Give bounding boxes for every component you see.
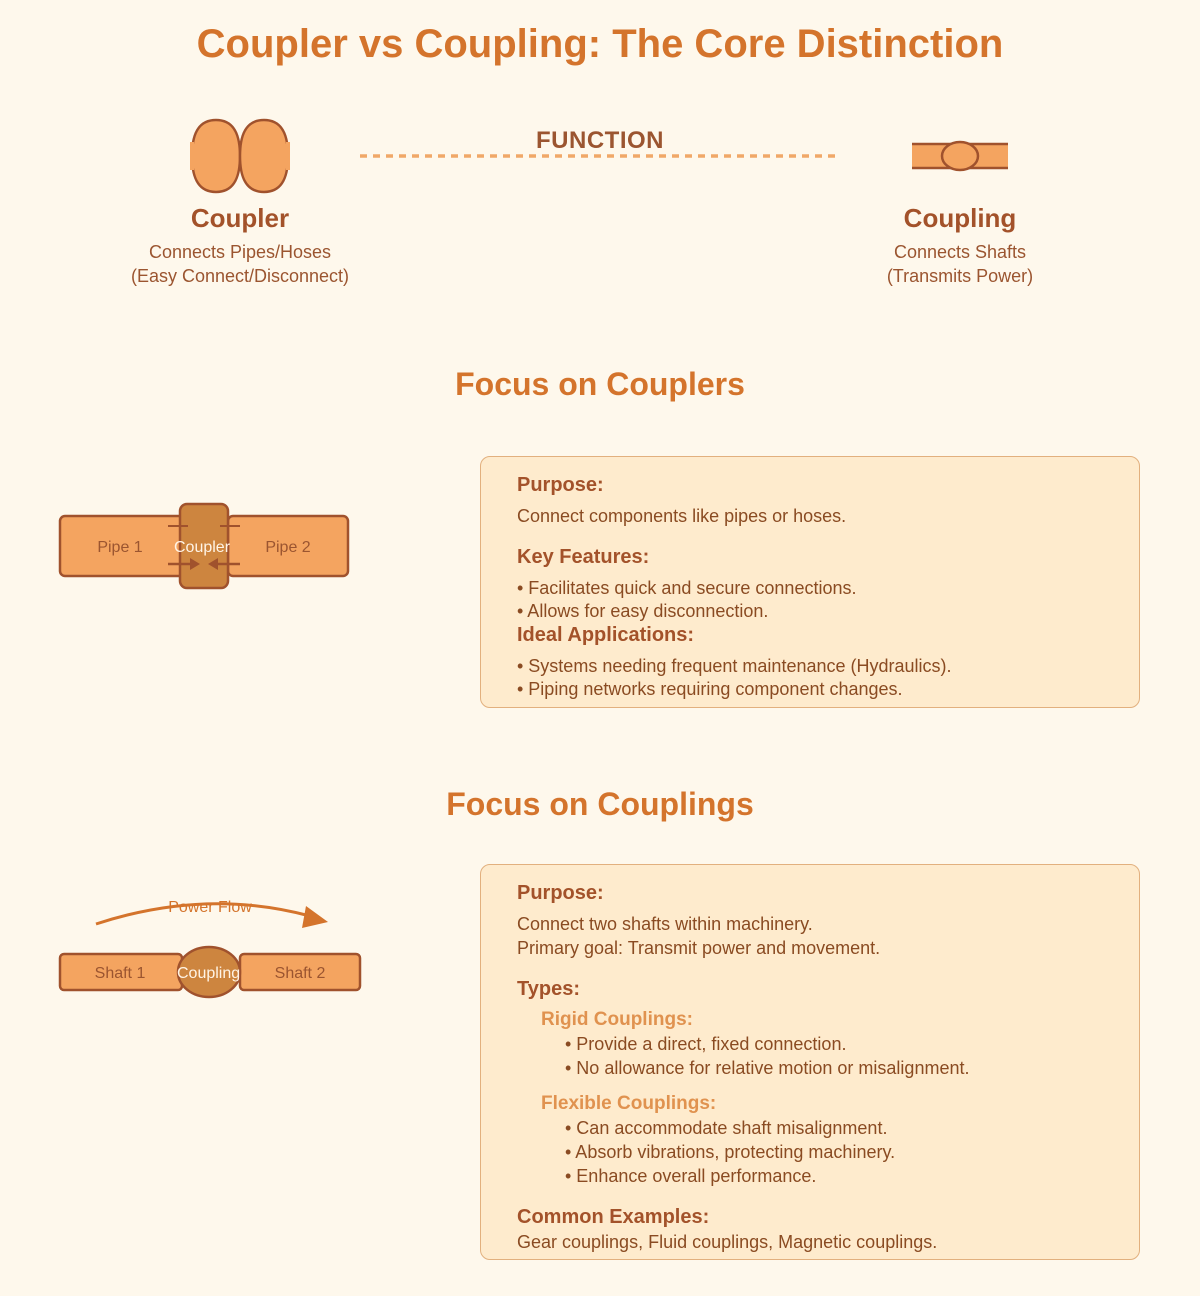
function-label: FUNCTION [536,127,664,154]
comparison-header [0,100,1200,300]
list-item: • Facilitates quick and secure connections. [517,578,857,598]
couplers-purpose-text: Connect components like pipes or hoses. [517,506,847,526]
coupler-name: Coupler [190,203,290,233]
list-item: • Can accommodate shaft misalignment. [565,1118,888,1138]
rigid-couplings-heading: Rigid Couplings: [541,1009,693,1030]
couplers-purpose-heading: Purpose: [517,474,604,496]
coupling-desc-line2: (Transmits Power) [886,266,1034,286]
coupling-center-label: Coupling [177,965,241,982]
coupler-desc-line1: Connects Pipes/Hoses [148,242,332,262]
couplings-section-title: Focus on Couplings [446,786,754,822]
couplers-info-card [480,456,1140,708]
power-flow-label: Power Flow [168,899,252,916]
couplings-info-card [480,864,1140,1260]
list-item: • Absorb vibrations, protecting machinery. [565,1142,896,1162]
pipe2-label: Pipe 2 [265,539,311,556]
couplers-applications-heading: Ideal Applications: [517,624,695,646]
couplings-purpose-heading: Purpose: [517,882,604,904]
coupling-icon [910,140,1010,174]
shaft2-label: Shaft 2 [274,965,326,982]
page-title: Coupler vs Coupling: The Core Distinction [196,22,1004,66]
coupler-center-label: Coupler [174,539,231,556]
flexible-couplings-heading: Flexible Couplings: [541,1093,717,1114]
couplings-types-heading: Types: [517,978,580,1000]
shaft1-label: Shaft 1 [94,965,146,982]
list-item: • Enhance overall performance. [565,1166,817,1186]
pipe1-label: Pipe 1 [97,539,143,556]
common-examples-text: Gear couplings, Fluid couplings, Magnetic couplings. [517,1232,938,1252]
couplers-features-heading: Key Features: [517,546,650,568]
list-item: • Systems needing frequent maintenance (Hydraulics). [517,656,952,676]
coupler-diagram [56,500,356,592]
coupling-name: Coupling [903,203,1017,233]
list-item: • Provide a direct, fixed connection. [565,1034,847,1054]
coupler-icon [188,118,292,194]
coupler-desc-line2: (Easy Connect/Disconnect) [130,266,350,286]
common-examples-heading: Common Examples: [517,1206,710,1228]
couplings-purpose-line: Connect two shafts within machinery. [517,914,813,934]
coupling-desc-line1: Connects Shafts [893,242,1027,262]
couplings-purpose-line: Primary goal: Transmit power and movement. [517,938,881,958]
coupling-diagram [56,890,366,1000]
list-item: • No allowance for relative motion or misalignment. [565,1058,970,1078]
list-item: • Piping networks requiring component changes. [517,679,903,699]
list-item: • Allows for easy disconnection. [517,601,769,621]
couplers-section-title: Focus on Couplers [455,366,745,402]
